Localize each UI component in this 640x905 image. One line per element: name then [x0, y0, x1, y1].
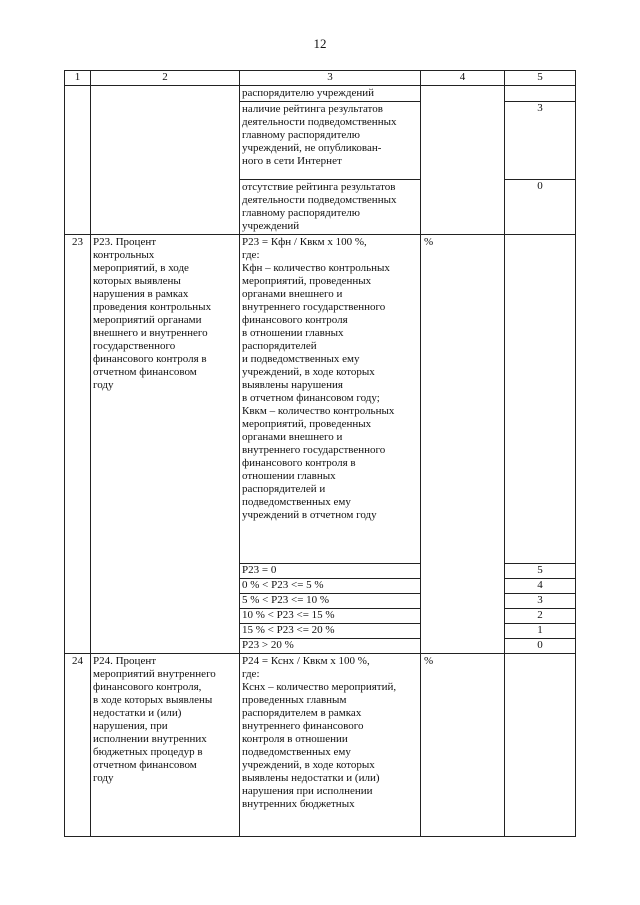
criterion-score: 0 [505, 639, 576, 654]
criterion-text: 5 % < Р23 <= 10 % [240, 594, 421, 609]
indicator-formula: Р23 = Кфн / Квкм х 100 %, где: Кфн – количество контрольных мероприятий, проведенных органами внешнего и внутреннего государственного финансового контроля в отношении главных распорядителей и подведомственных ему учреждений, в ходе которых выявлены нарушения в отчетном финансовом году; Квкм – количество контрольных мероприятий, проведенных органами внешнего и внутреннего государственного финансового контроля в отношении главных распорядителей и подведомственных ему учреждений в отчетном году [240, 235, 421, 564]
indicator-name-cell [91, 86, 240, 235]
table-row [65, 86, 576, 102]
criterion-score [505, 86, 576, 102]
page-number: 12 [313, 36, 327, 51]
indicator-formula: Р24 = Кснх / Квкм х 100 %, где: Кснх – количество мероприятий, проведенных главным распорядителем в рамках внутреннего финансового контроля в отношении подведомственных ему учреждений, в ходе которых выявлены недостатки и (или) нарушения при исполнении внутренних бюджетных [240, 654, 421, 837]
header-col-4: 4 [421, 71, 505, 86]
header-col-3: 3 [240, 71, 421, 86]
header-row [65, 71, 576, 86]
score-cell [505, 235, 576, 564]
indicator-unit: % [421, 235, 505, 654]
criterion-text: распорядителю учреждений [240, 86, 421, 102]
criterion-score: 5 [505, 564, 576, 579]
indicator-name: Р23. Процент контрольных мероприятий, в ходе которых выявлены нарушения в рамках проведения контрольных мероприятий органами внешнего и внутреннего государственного финансового контроля в отчетном финансовом году [91, 235, 240, 654]
table-row [65, 654, 576, 837]
criterion-score: 4 [505, 579, 576, 594]
indicator-name: Р24. Процент мероприятий внутреннего финансового контроля, в ходе которых выявлены недостатки и (или) нарушения, при исполнении внутренних бюджетных процедур в отчетном финансовом году [91, 654, 240, 837]
criterion-text: 15 % < Р23 <= 20 % [240, 624, 421, 639]
criterion-text: отсутствие рейтинга результатов деятельности подведомственных главному распорядителю учреждений [240, 180, 421, 235]
score-cell [505, 654, 576, 837]
criterion-score: 2 [505, 609, 576, 624]
criterion-text: наличие рейтинга результатов деятельности подведомственных главному распорядителю учреждений, не опубликован- ного в сети Интернет [240, 102, 421, 180]
criterion-score: 1 [505, 624, 576, 639]
criterion-text: Р23 = 0 [240, 564, 421, 579]
criterion-text: Р23 > 20 % [240, 639, 421, 654]
table-row [65, 235, 576, 564]
criterion-text: 10 % < Р23 <= 15 % [240, 609, 421, 624]
criterion-text: 0 % < Р23 <= 5 % [240, 579, 421, 594]
criterion-score: 0 [505, 180, 576, 235]
indicator-unit: % [421, 654, 505, 837]
row-number: 23 [65, 235, 91, 654]
indicators-table [64, 70, 576, 837]
row-number: 24 [65, 654, 91, 837]
row-number-cell [65, 86, 91, 235]
header-col-1: 1 [65, 71, 91, 86]
header-col-2: 2 [91, 71, 240, 86]
unit-cell [421, 86, 505, 235]
criterion-score: 3 [505, 102, 576, 180]
criterion-score: 3 [505, 594, 576, 609]
header-col-5: 5 [505, 71, 576, 86]
